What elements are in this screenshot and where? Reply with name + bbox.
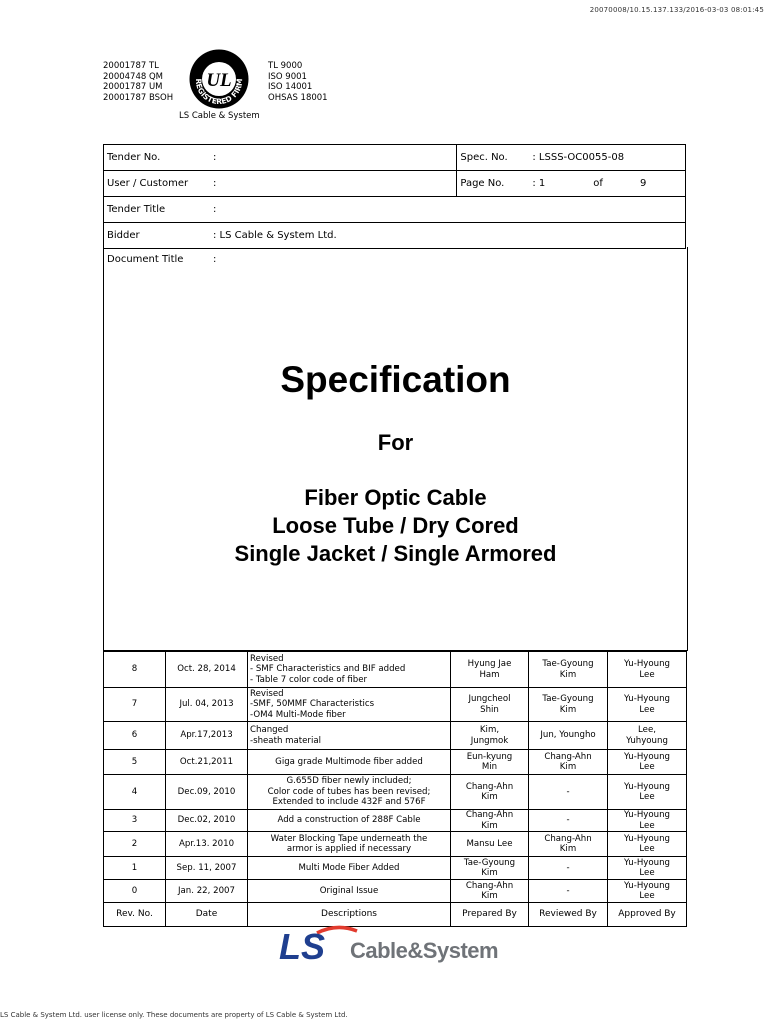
reviewed-by-line: - <box>566 815 570 826</box>
page-total: 9 <box>639 178 647 189</box>
approved-by-line: Lee <box>639 844 655 854</box>
header-row <box>104 223 686 249</box>
document-title-field <box>107 254 216 265</box>
approved-by <box>608 688 687 722</box>
prepared-by <box>451 775 529 810</box>
user-label: User / Customer <box>107 178 189 189</box>
user-cell <box>104 171 457 197</box>
prepared-by-line: Chang-Ahn <box>465 810 514 820</box>
reviewed-by <box>529 750 608 775</box>
reviewed-by <box>529 857 608 880</box>
revision-description <box>248 857 451 880</box>
prepared-by-line: Kim <box>481 820 498 831</box>
revision-number: 7 <box>104 688 166 722</box>
revision-description-line: Revised <box>250 653 284 664</box>
prepared-by-line: Jungmok <box>470 735 509 746</box>
col-rev-no: Rev. No. <box>104 903 166 927</box>
spec-no-label: Spec. No. <box>460 152 508 163</box>
approved-by <box>608 832 687 857</box>
reviewed-by-line: Kim <box>559 844 577 854</box>
spec-for: For <box>377 430 414 455</box>
approved-by-line: Lee <box>639 792 655 802</box>
prepared-by <box>451 880 529 903</box>
revision-date: Jul. 04, 2013 <box>166 688 248 722</box>
revision-description <box>248 652 451 688</box>
col-date: Date <box>166 903 248 927</box>
revision-description-line: Water Blocking Tape underneath the <box>270 833 428 844</box>
approved-by-line: Lee <box>639 669 655 680</box>
reviewed-by <box>529 880 608 903</box>
approved-by-line: Lee <box>639 820 655 831</box>
prepared-by-line: Hyung Jae <box>467 659 512 669</box>
header-row <box>104 197 686 223</box>
reviewed-by-line: Kim <box>559 762 577 772</box>
prepared-by <box>451 722 529 750</box>
revision-number: 1 <box>104 857 166 880</box>
prepared-by <box>451 750 529 775</box>
spec-no-cell <box>457 145 686 171</box>
revision-date: Jan. 22, 2007 <box>166 880 248 903</box>
revision-row <box>104 832 687 857</box>
prepared-by-line: Eun-kyung <box>466 751 513 762</box>
approved-by-line: Yu-Hyoung <box>624 810 670 820</box>
cert-code: 20001787 UM <box>103 82 163 92</box>
prepared-by-line: Kim, <box>479 725 500 735</box>
revision-description-line: Revised <box>250 688 284 699</box>
revision-number: 0 <box>104 880 166 903</box>
cert-standard: ISO 9001 <box>268 71 307 82</box>
approved-by-line: Lee <box>639 704 655 715</box>
spec-title: Specification <box>280 359 511 400</box>
revision-date: Sep. 11, 2007 <box>166 857 248 880</box>
revision-description <box>248 775 451 810</box>
reviewed-by-line: - <box>566 786 570 797</box>
revision-date: Oct. 28, 2014 <box>166 652 248 688</box>
revision-date: Dec.02, 2010 <box>166 810 248 832</box>
cert-code: 20001787 BSOH <box>103 92 174 103</box>
cert-codes-left <box>103 61 173 103</box>
company-name-small: LS Cable & System <box>179 111 260 121</box>
reviewed-by-line: - <box>566 885 570 896</box>
approved-by <box>608 857 687 880</box>
col-descriptions: Descriptions <box>248 903 451 927</box>
revision-row <box>104 880 687 903</box>
tender-no-value: : <box>213 152 217 163</box>
revision-description-line: Original Issue <box>319 885 379 896</box>
page-no-value: : 1 <box>532 178 546 189</box>
prepared-by-line: Ham <box>479 669 500 680</box>
prepared-by <box>451 810 529 832</box>
reviewed-by-line: Kim <box>559 669 577 680</box>
revision-number: 5 <box>104 750 166 775</box>
reviewed-by-line: Tae-Gyoung <box>542 659 594 669</box>
approved-by <box>608 775 687 810</box>
revision-description-line: -sheath material <box>250 735 321 746</box>
revision-number: 8 <box>104 652 166 688</box>
prepared-by-line: Shin <box>480 704 499 715</box>
approved-by <box>608 810 687 832</box>
reviewed-by-line: - <box>566 862 570 873</box>
revision-description-line: Changed <box>250 725 289 735</box>
revision-description-line: Add a construction of 288F Cable <box>277 815 421 826</box>
reviewed-by-line: Tae-Gyoung <box>542 694 594 704</box>
reviewed-by-line: Kim <box>559 704 577 715</box>
approved-by-line: Yu-Hyoung <box>624 694 670 704</box>
bidder-label: Bidder <box>107 230 140 241</box>
revision-description <box>248 688 451 722</box>
approved-by-line: Yu-Hyoung <box>624 781 670 792</box>
revision-number: 3 <box>104 810 166 832</box>
spec-no-value: : LSSS-OC0055-08 <box>532 152 625 163</box>
revision-row <box>104 652 687 688</box>
revision-header-row <box>104 903 687 927</box>
tender-title-value: : <box>213 204 217 215</box>
spec-subject-line: Fiber Optic Cable <box>304 485 487 510</box>
prepared-by-line: Jungcheol <box>468 694 511 704</box>
ls-cable-system-logo <box>277 925 512 969</box>
revision-description <box>248 832 451 857</box>
ul-arc-text: REGISTERED FIRM <box>193 78 245 107</box>
document-title-box <box>103 247 688 651</box>
cert-code: 20001787 TL <box>103 61 159 71</box>
approved-by-line: Yu-Hyoung <box>624 751 670 762</box>
revision-date: Oct.21,2011 <box>166 750 248 775</box>
approved-by-line: Lee <box>639 762 655 772</box>
logo-mark: LS <box>279 926 326 967</box>
header-row <box>104 171 686 197</box>
license-footer: LS Cable & System Ltd. user license only. These documents are property of LS Cable & System Ltd. <box>0 1011 348 1019</box>
prepared-by-line: Chang-Ahn <box>465 880 514 891</box>
spec-subject <box>104 484 687 568</box>
revision-row <box>104 688 687 722</box>
revision-date: Apr.17,2013 <box>166 722 248 750</box>
reviewed-by <box>529 832 608 857</box>
revision-description-line: Multi Mode Fiber Added <box>298 862 400 873</box>
tender-title-cell <box>104 197 686 223</box>
approved-by <box>608 880 687 903</box>
approved-by-line: Lee <box>639 868 655 878</box>
bidder-value: : LS Cable & System Ltd. <box>213 230 337 241</box>
reviewed-by <box>529 688 608 722</box>
page-no-cell <box>457 171 686 197</box>
reviewed-by <box>529 652 608 688</box>
revision-number: 4 <box>104 775 166 810</box>
prepared-by-line: Min <box>481 762 498 772</box>
approved-by-line: Lee <box>639 891 655 901</box>
revision-date: Apr.13. 2010 <box>166 832 248 857</box>
revision-description-line: -OM4 Multi-Mode fiber <box>250 709 346 720</box>
approved-by-line: Lee, <box>638 725 656 735</box>
col-approved-by: Approved By <box>608 903 687 927</box>
prepared-by-line: Chang-Ahn <box>465 781 514 792</box>
prepared-by-line: Kim <box>481 891 498 901</box>
ul-letters: UL <box>206 70 232 91</box>
approved-by-line: Yu-Hyoung <box>624 659 670 669</box>
tender-title-label: Tender Title <box>107 204 166 215</box>
prepared-by <box>451 857 529 880</box>
revision-row <box>104 857 687 880</box>
prepared-by-line: Tae-Gyoung <box>463 857 516 868</box>
cert-codes-right <box>268 61 328 103</box>
revision-row <box>104 775 687 810</box>
revision-date: Dec.09, 2010 <box>166 775 248 810</box>
revision-description-line: armor is applied if necessary <box>286 844 412 854</box>
revision-description <box>248 880 451 903</box>
prepared-by-line: Kim <box>481 792 498 802</box>
revision-description-line: - SMF Characteristics and BIF added <box>250 664 406 675</box>
page-of: of <box>593 178 603 189</box>
approved-by-line: Yuhyoung <box>626 735 668 746</box>
revision-row <box>104 722 687 750</box>
header-row <box>104 145 686 171</box>
revision-description-line: -SMF, 50MMF Characteristics <box>250 699 375 710</box>
approved-by-line: Yu-Hyoung <box>624 833 670 844</box>
revision-row <box>104 750 687 775</box>
reviewed-by-line: Jun, Youngho <box>540 730 596 741</box>
revision-description <box>248 722 451 750</box>
tender-no-cell <box>104 145 457 171</box>
revision-description-line: Color code of tubes has been revised; <box>267 786 431 797</box>
reviewed-by-line: Chang-Ahn <box>544 833 592 844</box>
cert-standard: ISO 14001 <box>268 82 313 92</box>
revision-row <box>104 810 687 832</box>
revision-description-line: G.655D fiber newly included; <box>286 776 412 787</box>
cover-header-table <box>103 144 686 249</box>
reviewed-by <box>529 722 608 750</box>
revision-description-line: Giga grade Multimode fiber added <box>275 756 423 767</box>
approved-by <box>608 722 687 750</box>
print-stamp: 20070008/10.15.137.133/2016-03-03 08:01:45 <box>589 6 764 14</box>
approved-by <box>608 750 687 775</box>
revision-number: 2 <box>104 832 166 857</box>
user-value: : <box>213 178 217 189</box>
logo-wordmark: Cable&System <box>350 938 499 963</box>
reviewed-by <box>529 810 608 832</box>
reviewed-by-line: Chang-Ahn <box>544 751 592 762</box>
prepared-by <box>451 688 529 722</box>
col-reviewed-by: Reviewed By <box>529 903 608 927</box>
spec-subject-line: Single Jacket / Single Armored <box>234 541 557 566</box>
prepared-by <box>451 832 529 857</box>
cert-code: 20004748 QM <box>103 71 163 82</box>
revision-description <box>248 810 451 832</box>
page-no-label: Page No. <box>460 178 505 189</box>
prepared-by-line: Kim <box>481 868 498 878</box>
approved-by <box>608 652 687 688</box>
approved-by-line: Yu-Hyoung <box>624 880 670 891</box>
document-title-value: : <box>213 254 217 265</box>
revision-description <box>248 750 451 775</box>
ul-registered-firm-logo <box>188 48 250 110</box>
reviewed-by <box>529 775 608 810</box>
revision-history-table <box>103 651 687 927</box>
revision-description-line: - Table 7 color code of fiber <box>250 674 368 685</box>
col-prepared-by: Prepared By <box>451 903 529 927</box>
cert-standard: TL 9000 <box>268 61 303 71</box>
prepared-by-line: Mansu Lee <box>466 838 513 849</box>
revision-description-line: Extended to include 432F and 576F <box>272 797 426 808</box>
document-title-label: Document Title <box>107 254 184 265</box>
revision-number: 6 <box>104 722 166 750</box>
cert-standard: OHSAS 18001 <box>268 92 328 103</box>
approved-by-line: Yu-Hyoung <box>624 857 670 868</box>
spec-subject-line: Loose Tube / Dry Cored <box>272 513 519 538</box>
bidder-cell <box>104 223 686 249</box>
prepared-by <box>451 652 529 688</box>
tender-no-label: Tender No. <box>107 152 161 163</box>
